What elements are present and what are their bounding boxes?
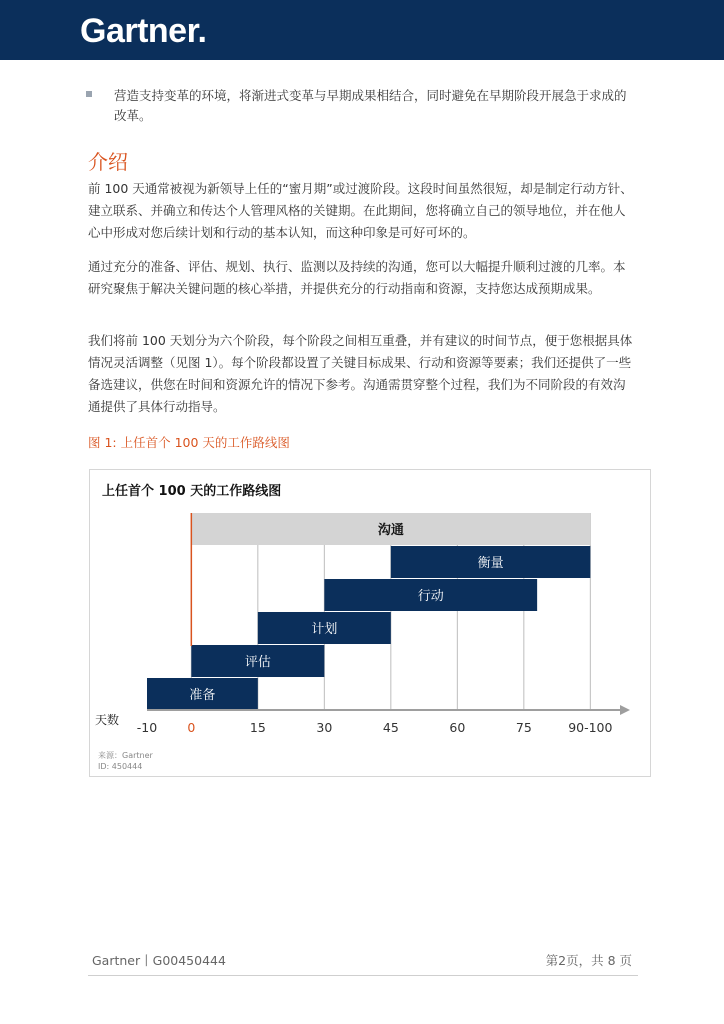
phase-label: 准备 (189, 688, 216, 703)
gartner-logo: Gartner. (80, 12, 207, 50)
footer-divider (88, 975, 638, 976)
figure-source: 来源：Gartner (98, 751, 153, 760)
tick-label: 75 (515, 720, 532, 735)
footer-page-number: 第2页，共 8 页 (545, 953, 632, 968)
figure-caption: 图 1: 上任首个 100 天的工作路线图 (88, 435, 290, 450)
paragraph-1: 前 100 天通常被视为新领导上任的“蜜月期”或过渡阶段。这段时间虽然很短，却是制定行动方针、建立联系、并确立和传达个人管理风格的关键期。在此期间，您将确立自己的领导地位，并在他人心中形成对您后续计划和行动的基本认知，而这种印象是可好可坏的。 (88, 181, 633, 240)
phase-label: 衡量 (477, 556, 504, 571)
bullet-marker (86, 91, 92, 97)
section-title: 介绍 (88, 150, 128, 174)
x-axis-arrow (620, 705, 630, 715)
bullet-text: 营造支持变革的环境，将渐进式变革与早期成果相结合，同时避免在早期阶段开展急于求成的改革。 (114, 88, 627, 123)
tick-label: -10 (136, 720, 158, 735)
tick-label: 45 (382, 720, 399, 735)
tick-label: 15 (249, 720, 266, 735)
figure-box (89, 469, 651, 777)
figure-id: ID: 450444 (98, 762, 143, 771)
tick-label: 90-100 (568, 720, 613, 735)
paragraph-2: 通过充分的准备、评估、规划、执行、监测以及持续的沟通，您可以大幅提升顺利过渡的几率。本研究聚焦于解决关键问题的核心举措，并提供充分的行动指南和资源，支持您达成预期成果。 (88, 259, 626, 296)
chart-title: 上任首个 100 天的工作路线图 (102, 484, 282, 499)
tick-label: 0 (187, 720, 196, 735)
roadmap-chart (90, 470, 650, 750)
paragraph-3: 我们将前 100 天划分为六个阶段，每个阶段之间相互重叠，并有建议的时间节点，便于您根据具体情况灵活调整（见图 1）。每个阶段都设置了关键目标成果、行动和资源等要素；我们还提供了一些备选建议，供您在时间和资源允许的情况下参考。沟通需贯穿整个过程，我们为不同阶段的有效沟通提供了具体行动指导。 (88, 333, 633, 414)
tick-label: 60 (449, 720, 466, 735)
phase-label: 沟通 (377, 523, 404, 538)
header-bar (0, 0, 724, 60)
phase-label: 计划 (311, 622, 338, 637)
phase-label: 行动 (417, 589, 444, 604)
tick-label: 30 (316, 720, 333, 735)
footer-doc-id: Gartner丨G00450444 (92, 953, 226, 968)
phase-label: 评估 (244, 655, 271, 670)
x-axis-label: 天数 (95, 713, 120, 727)
